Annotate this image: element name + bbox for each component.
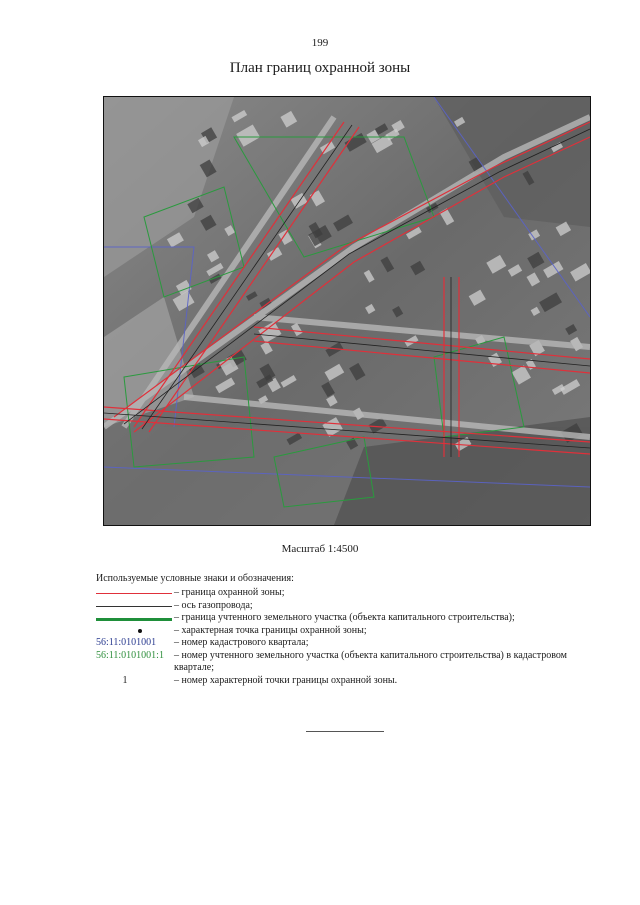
legend-description: – ось газопровода; — [174, 599, 253, 611]
legend-item — [96, 625, 596, 638]
legend-dot-symbol — [138, 629, 142, 633]
legend-line-symbol — [96, 593, 172, 594]
legend-heading: Используемые условные знаки и обозначения: — [96, 573, 294, 584]
legend-list — [96, 587, 596, 687]
legend-symbol — [96, 650, 174, 663]
legend-symbol — [96, 637, 174, 650]
legend-description: – граница охранной зоны; — [174, 587, 285, 598]
legend-item — [96, 600, 596, 613]
legend-description: – номер характерной точки границы охранной зоны. — [174, 674, 398, 686]
legend-item — [96, 675, 596, 688]
footer-divider — [306, 731, 384, 732]
legend-symbol — [96, 625, 174, 638]
boundary-map — [103, 96, 591, 526]
legend-description: – номер кадастрового квартала; — [174, 637, 309, 648]
page-number: 199 — [311, 37, 329, 49]
legend-item — [96, 650, 596, 675]
legend-item — [96, 637, 596, 650]
legend-code: 56:11:0101001 — [96, 637, 157, 648]
legend-description: – номер учтенного земельного участка (объекта капитального строительства) в кадастровом квартале; — [174, 649, 568, 673]
legend-item — [96, 587, 596, 600]
legend-symbol — [96, 612, 174, 625]
legend-symbol — [96, 600, 174, 613]
legend-description: – граница учтенного земельного участка (объекта капитального строительства); — [174, 612, 515, 623]
legend-line-symbol — [96, 606, 172, 607]
page-title: План границ охранной зоны — [229, 60, 411, 76]
legend-code: 1 — [122, 674, 128, 686]
legend-symbol — [96, 587, 174, 600]
aerial-map-image — [104, 97, 590, 525]
legend-symbol — [96, 675, 174, 688]
legend-line-symbol — [96, 618, 172, 621]
map-scale-label: Масштаб 1:4500 — [281, 543, 359, 555]
legend-description: – характерная точка границы охранной зоны; — [174, 624, 367, 636]
legend-item — [96, 612, 596, 625]
legend-code: 56:11:0101001:1 — [96, 649, 164, 661]
